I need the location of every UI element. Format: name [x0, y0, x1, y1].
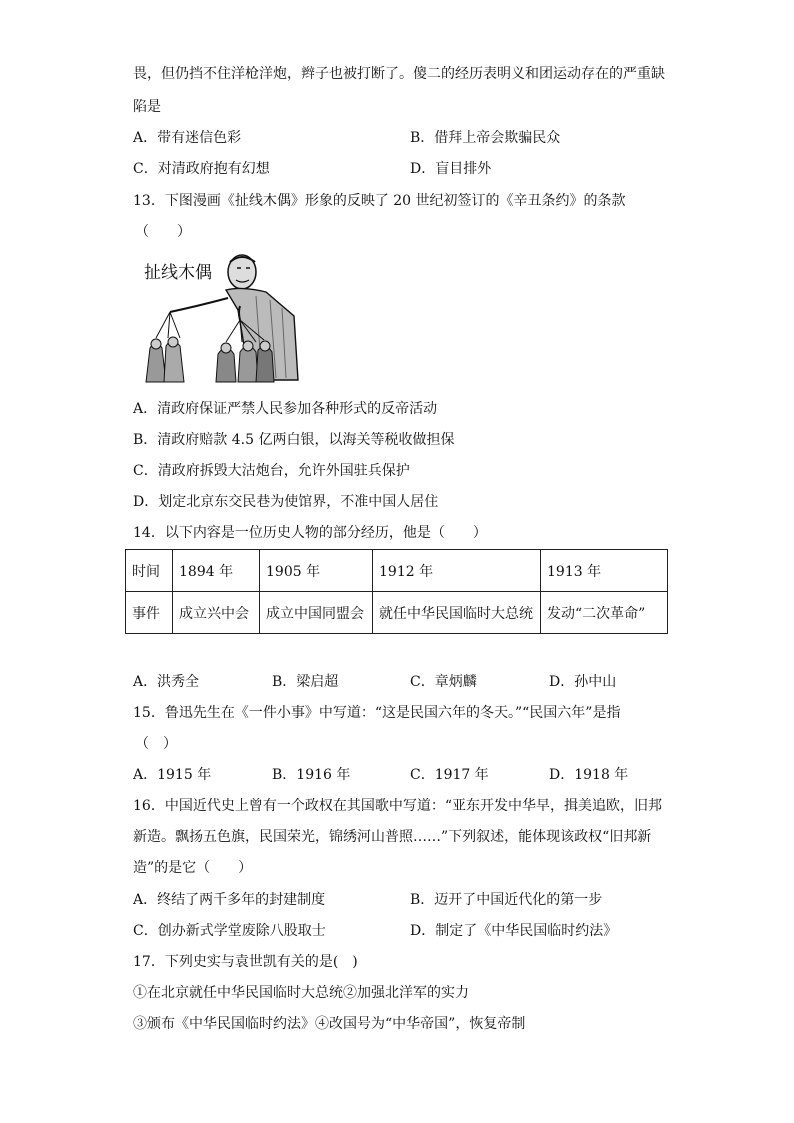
- q17-statements-line1: ①在北京就任中华民国临时大总统②加强北洋军的实力: [133, 985, 469, 1001]
- table-cell: 1905 年: [260, 550, 373, 592]
- q16-option-b: B．迈开了中国近代化的第一步: [410, 892, 603, 908]
- q12-text-line1: 畏，但仍挡不住洋枪洋炮，辫子也被打断了。傻二的经历表明义和团运动存在的严重缺: [133, 66, 665, 82]
- q12-option-b: B．借拜上帝会欺骗民众: [410, 130, 561, 146]
- table-cell: 1913 年: [541, 550, 668, 592]
- q15-blank: （ ）: [135, 736, 177, 752]
- q13-stem: 13．下图漫画《扯线木偶》形象的反映了 20 世纪初签订的《辛丑条约》的条款: [133, 193, 626, 209]
- q15-option-a: A．1915 年: [133, 767, 212, 783]
- q17-stem: 17．下列史实与袁世凯有关的是( ): [133, 954, 358, 970]
- table-cell: 成立兴中会: [173, 592, 260, 634]
- q15-option-d: D．1918 年: [549, 767, 629, 783]
- q12-option-a: A．带有迷信色彩: [133, 130, 242, 146]
- q13-option-c: C．清政府拆毁大沽炮台，允许外国驻兵保护: [133, 463, 410, 479]
- q13-option-a: A．清政府保证严禁人民参加各种形式的反帝活动: [133, 401, 438, 417]
- q15-option-b: B．1916 年: [272, 767, 351, 783]
- q14-option-c: C．章炳麟: [410, 674, 477, 690]
- q16-option-a: A．终结了两千多年的封建制度: [133, 892, 326, 908]
- q13-blank: （ ）: [135, 224, 191, 240]
- q16-text-line1: 16．中国近代史上曾有一个政权在其国歌中写道：“亚东开发中华早，揖美追欧，旧邦: [133, 798, 662, 814]
- q17-statements-line2: ③颁布《中华民国临时约法》④改国号为“中华帝国”，恢复帝制: [133, 1016, 526, 1032]
- q15-option-c: C．1917 年: [410, 767, 489, 783]
- table-row: [126, 550, 668, 592]
- q16-option-d: D．制定了《中华民国临时约法》: [410, 923, 618, 939]
- q14-option-b: B．梁启超: [272, 674, 339, 690]
- q12-option-d: D．盲目排外: [410, 161, 492, 177]
- q12-option-c: C．对清政府抱有幻想: [133, 161, 270, 177]
- table-cell: 时间: [126, 550, 173, 592]
- history-timeline-table: [125, 549, 668, 634]
- q16-text-line3: 造”的是它（ ）: [133, 860, 253, 876]
- table-cell: 发动“二次革命”: [541, 592, 668, 634]
- q15-stem: 15．鲁迅先生在《一件小事》中写道：“这是民国六年的冬天。”“民国六年”是指: [133, 705, 621, 721]
- table-row: [126, 592, 668, 634]
- q14-option-d: D．孙中山: [549, 674, 617, 690]
- q12-text-line2: 陷是: [133, 99, 161, 115]
- puppet-cartoon: [138, 250, 300, 384]
- q13-option-b: B．清政府赔款 4.5 亿两白银，以海关等税收做担保: [133, 432, 455, 448]
- q14-stem: 14．以下内容是一位历史人物的部分经历，他是（ ）: [133, 525, 487, 541]
- q14-option-a: A．洪秀全: [133, 674, 200, 690]
- q16-text-line2: 新造。飘扬五色旗，民国荣光，锦绣河山普照……”下列叙述，能体现该政权“旧邦新: [133, 829, 652, 845]
- q13-option-d: D．划定北京东交民巷为使馆界，不准中国人居住: [133, 494, 439, 510]
- table-cell: 就任中华民国临时大总统: [373, 592, 541, 634]
- table-cell: 事件: [126, 592, 173, 634]
- table-cell: 1894 年: [173, 550, 260, 592]
- table-cell: 成立中国同盟会: [260, 592, 373, 634]
- cartoon-caption: 扯线木偶: [144, 263, 212, 283]
- table-cell: 1912 年: [373, 550, 541, 592]
- q16-option-c: C．创办新式学堂废除八股取士: [133, 923, 326, 939]
